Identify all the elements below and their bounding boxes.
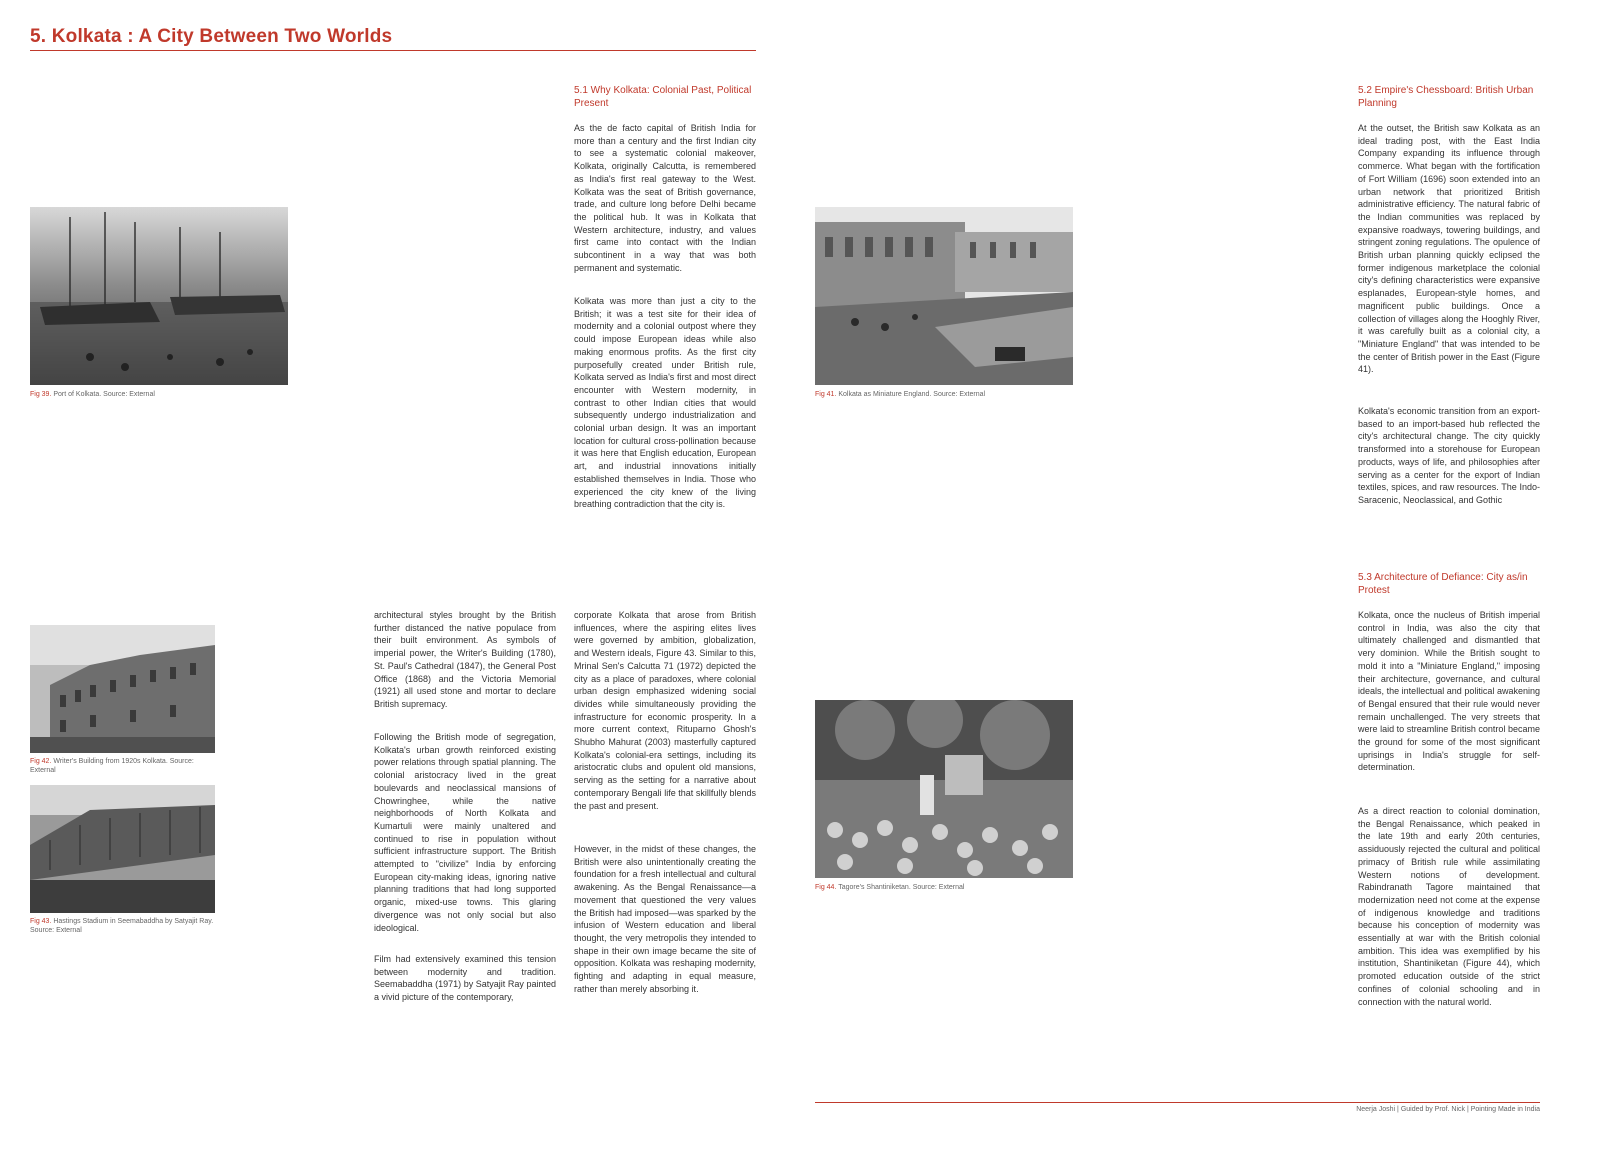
figure-44-caption: [815, 883, 1073, 892]
figure-39-number: Fig 39.: [30, 391, 52, 398]
section-5-3-paragraph-1: Kolkata, once the nucleus of British imperial control in India, was also the city that ultimately challenged and dismantled that very dominion. While the British sought to mold it into a "Miniature England," imposing their architecture, governance, and cultural ideals, the intellectual and political awakening of Bengal ensured that their rule would never remain unchallenged. The very streets that were laid to streamline British control became the ground for some of the most significant uprisings in India's struggle for self-determination.: [1358, 610, 1540, 773]
figure-42-number: Fig 42.: [30, 758, 52, 765]
figure-44-text: Tagore's Shantiniketan. Source: External: [836, 884, 965, 891]
figure-44-number: Fig 44.: [815, 884, 837, 891]
page-title: 5. Kolkata : A City Between Two Worlds: [30, 26, 393, 47]
figure-43-caption: [30, 917, 215, 935]
section-5-3-heading: 5.3 Architecture of Defiance: City as/in Protest: [1358, 572, 1528, 596]
figure-43-text: Hastings Stadium in Seemabaddha by Satyajit Ray. Source: External: [30, 918, 214, 934]
footer-credit: Neerja Joshi | Guided by Prof. Nick | Pointing Made in India: [1356, 1106, 1540, 1113]
figure-41-number: Fig 41.: [815, 391, 837, 398]
figure-39-caption: [30, 390, 288, 399]
hastings-stadium-photo: [30, 785, 215, 913]
shantiniketan-photo: [815, 700, 1073, 878]
section-5-2-continued-paragraph: architectural styles brought by the British further distanced the native populace from their built environment. As symbols of imperial power, the Writer's Building (1780), St. Paul's Cathedral (1847), the General Post Office (1868) and the Victoria Memorial (1921) all used stone and mortar to declare British supremacy.: [374, 610, 556, 709]
section-5-2-paragraph-1: At the outset, the British saw Kolkata as an ideal trading post, with the East India Company expanding its influence through commerce. What began with the fortification of Fort William (1696) soon extended into an urban network that prioritized British administrative efficiency. The natural fabric of the Indian communities was replaced by expansive roadways, towering buildings, and stringent zoning regulations. The opulence of British urban planning quickly eclipsed the former indigenous marketplace the colonial city's defining characteristics were expansive esplanades, European-style homes, and magnificent public buildings. Once a collection of villages along the Hooghly River, it was carefully built as a colonial city, a "Miniature England" that was intended to be the center of British power in the East (Figure 41).: [1358, 123, 1540, 375]
figure-42-text: Writer's Building from 1920s Kolkata. Source: External: [30, 758, 194, 774]
miniature-england-photo: [815, 207, 1073, 385]
port-of-kolkata-photo: [30, 207, 288, 385]
section-5-1-paragraph-1: As the de facto capital of British India for more than a century and the first Indian city to see a systematic colonial makeover, Kolkata, originally Calcutta, is remembered as India's first real gateway to the West. Kolkata was the seat of British governance, trade, and culture long before Delhi became the political hub. It was in Kolkata that Western architecture, industry, and values first came into contact with the Indian subcontinent in a way that was both permanent and systematic.: [574, 123, 756, 273]
section-5-2-heading: 5.2 Empire's Chessboard: British Urban Planning: [1358, 85, 1534, 109]
footer-rule: [815, 1102, 1540, 1103]
section-5-3-paragraph-2: As a direct reaction to colonial domination, the Bengal Renaissance, which peaked in the late 19th and early 20th centuries, assiduously rejected the cultural and political primacy of British rule while assimilating Western notions of development. Rabindranath Tagore maintained that modernization need not come at the expense of indigenous knowledge and traditions because his conception of modernity was essentially at war with the British colonial ambition. This idea was exemplified by his institution, Shantiniketan (Figure 44), which promoted education outside of the strict confines of colonial schooling and in connection with the natural world.: [1358, 806, 1540, 1007]
writers-building-photo: [30, 625, 215, 753]
title-rule: [30, 50, 756, 51]
section-5-1-paragraph-2: Kolkata was more than just a city to the British; it was a test site for their idea of modernity and a colonial outpost where they could impose European ideas while also making enormous profits. As the first city purposefully created under British rule, Kolkata served as India's first and most direct encounter with Western modernity, in contrast to other Indian cities that would subsequently undergo industrialization and colonial urban design. It was an important location for cultural cross-pollination because it was here that English education, European art, and industrial innovations initially established themselves in India. Those who experienced the city knew of the living breathing contradiction that the city is.: [574, 296, 756, 510]
figure-41-caption: [815, 390, 1073, 399]
figure-42-caption: [30, 757, 215, 775]
figure-41-text: Kolkata as Miniature England. Source: External: [836, 391, 986, 398]
section-5-1-heading: 5.1 Why Kolkata: Colonial Past, Political Present: [574, 85, 752, 109]
middle-column-paragraph-1: corporate Kolkata that arose from British influences, where the aspiring elites lives were governed by ambition, globalization, and Western ideals, Figure 43. Similar to this, Mrinal Sen's Calcutta 71 (1972) depicted the city as a place of paradoxes, where colonial urban design emphasized widening social divides while simultaneously providing the infrastructure for economic prosperity. In a more current context, Rituparno Ghosh's Shubho Mahurat (2003) masterfully captured Kolkata's colonial-era settings, including its aristocratic clubs and opulent old mansions, serving as the setting for a narrative about contemporary Bengali life that skillfully blends the past and present.: [574, 610, 756, 811]
figure-39-text: Port of Kolkata. Source: External: [51, 391, 155, 398]
middle-column-paragraph-2: However, in the midst of these changes, the British were also unintentionally creating the foundation for a fresh intellectual and cultural awakening. As the Bengal Renaissance—a movement that questioned the very values the British had imposed—was sparked by the infusion of Western education and liberal thought, the very metropolis they intended to shape in their own image became the site of opposition. Kolkata was reshaping modernity, fighting and adapting in equal measure, rather than merely absorbing it.: [574, 844, 756, 994]
section-5-2-paragraph-4: Film had extensively examined this tension between modernity and tradition. Seemabaddha (1971) by Satyajit Ray painted a vivid picture of the contemporary,: [374, 954, 556, 1003]
section-5-2-paragraph-2: Kolkata's economic transition from an export-based to an import-based hub reflected the city's architectural change. The city quickly transformed into a storehouse for European products, ways of life, and philosophies after serving as a center for the export of Indian textiles, spices, and raw resources. The Indo-Saracenic, Neoclassical, and Gothic: [1358, 406, 1540, 505]
section-5-2-paragraph-3: Following the British mode of segregation, Kolkata's urban growth reinforced existing power relations through spatial planning. The colonial aristocracy lived in the great boulevards and neoclassical mansions of Chowringhee, while the native neighborhoods of North Kolkata and Kumartuli were mainly unaltered and continued to rise in population without sufficient infrastructure support. The British attempted to "civilize" India by enforcing European city-making ideas, ignoring native planning traditions that had long supported organic, mixed-use towns. This glaring divergence was not only social but also ideological.: [374, 732, 556, 933]
figure-43-number: Fig 43.: [30, 918, 52, 925]
